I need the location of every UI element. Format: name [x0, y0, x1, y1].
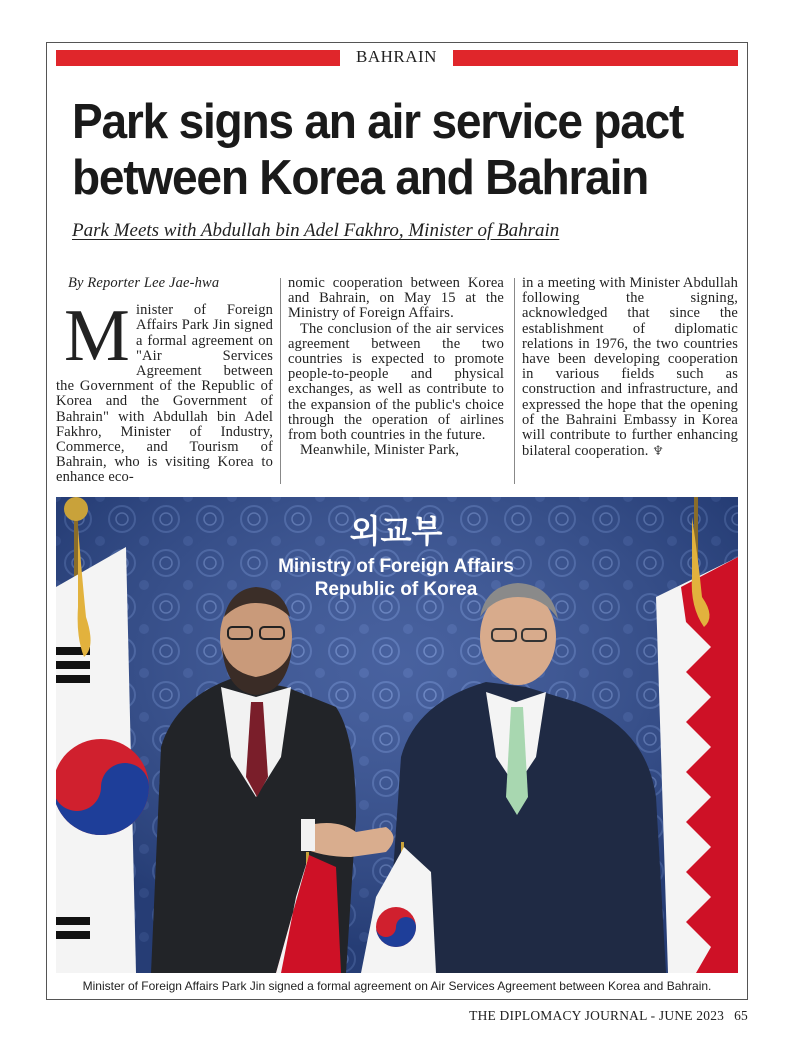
end-mark-icon: ♆ [652, 443, 665, 459]
column-2-paragraph-1: nomic cooperation between Korea and Bahrain, on May 15 at the Ministry of Foreign Affairs. [288, 275, 504, 322]
page-number: 65 [734, 1008, 748, 1023]
backdrop-line-2: Republic of Korea [314, 579, 478, 600]
article-column-3 [522, 276, 738, 459]
column-3-text: in a meeting with Minister Abdullah following the signing, acknowledged that since the establishment of diplomatic relations in 1976, the two countries have been developing cooperation in various fields such as construction and infrastructure, and expressed the hope that the opening of the Bahraini Embassy in Korea will contribute to further enhancing bilateral cooperation. [522, 275, 738, 460]
article-column-2 [288, 276, 504, 458]
column-1-text: inister of Foreign Affairs Park Jin signed a formal agreement on "Air Services Agreement between the Government of the Republic of Korea and the Government of Bahrain" with Abdullah bin Adel Fakhro, Minister of Industry, Commerce, and Tourism of Bahrain, who is visiting Korea to enhance eco- [56, 302, 273, 486]
headline: Park signs an air service pact between Korea and Bahrain [72, 95, 684, 205]
photo-caption: Minister of Foreign Affairs Park Jin signed a formal agreement on Air Services Agreement between Korea and Bahrain. [82, 979, 712, 993]
column-divider [514, 278, 515, 484]
drop-cap: M [64, 295, 130, 378]
backdrop-korean: 외교부 [349, 512, 443, 550]
section-bar-left [56, 50, 340, 66]
subheadline: Park Meets with Abdullah bin Adel Fakhro, Minister of Bahrain [72, 220, 560, 241]
backdrop-line-1: Ministry of Foreign Affairs [278, 556, 514, 577]
byline: By Reporter Lee Jae-hwa [68, 275, 220, 291]
column-2-paragraph-3: Meanwhile, Minister Park, [300, 442, 460, 459]
column-divider [280, 278, 281, 484]
section-label: BAHRAIN [356, 47, 437, 66]
column-2-paragraph-2: The conclusion of the air services agreement between the two countries is expected to promote people-to-people and physical exchanges, as well as contribute to the expansion of the public's choice through the operation of airlines from both countries in the future. [288, 320, 504, 444]
publication-name: THE DIPLOMACY JOURNAL - JUNE 2023 [469, 1008, 725, 1023]
article-column-1 [56, 276, 273, 486]
article-photo [56, 497, 738, 973]
section-bar-right [453, 50, 738, 66]
page-footer [469, 1008, 748, 1024]
